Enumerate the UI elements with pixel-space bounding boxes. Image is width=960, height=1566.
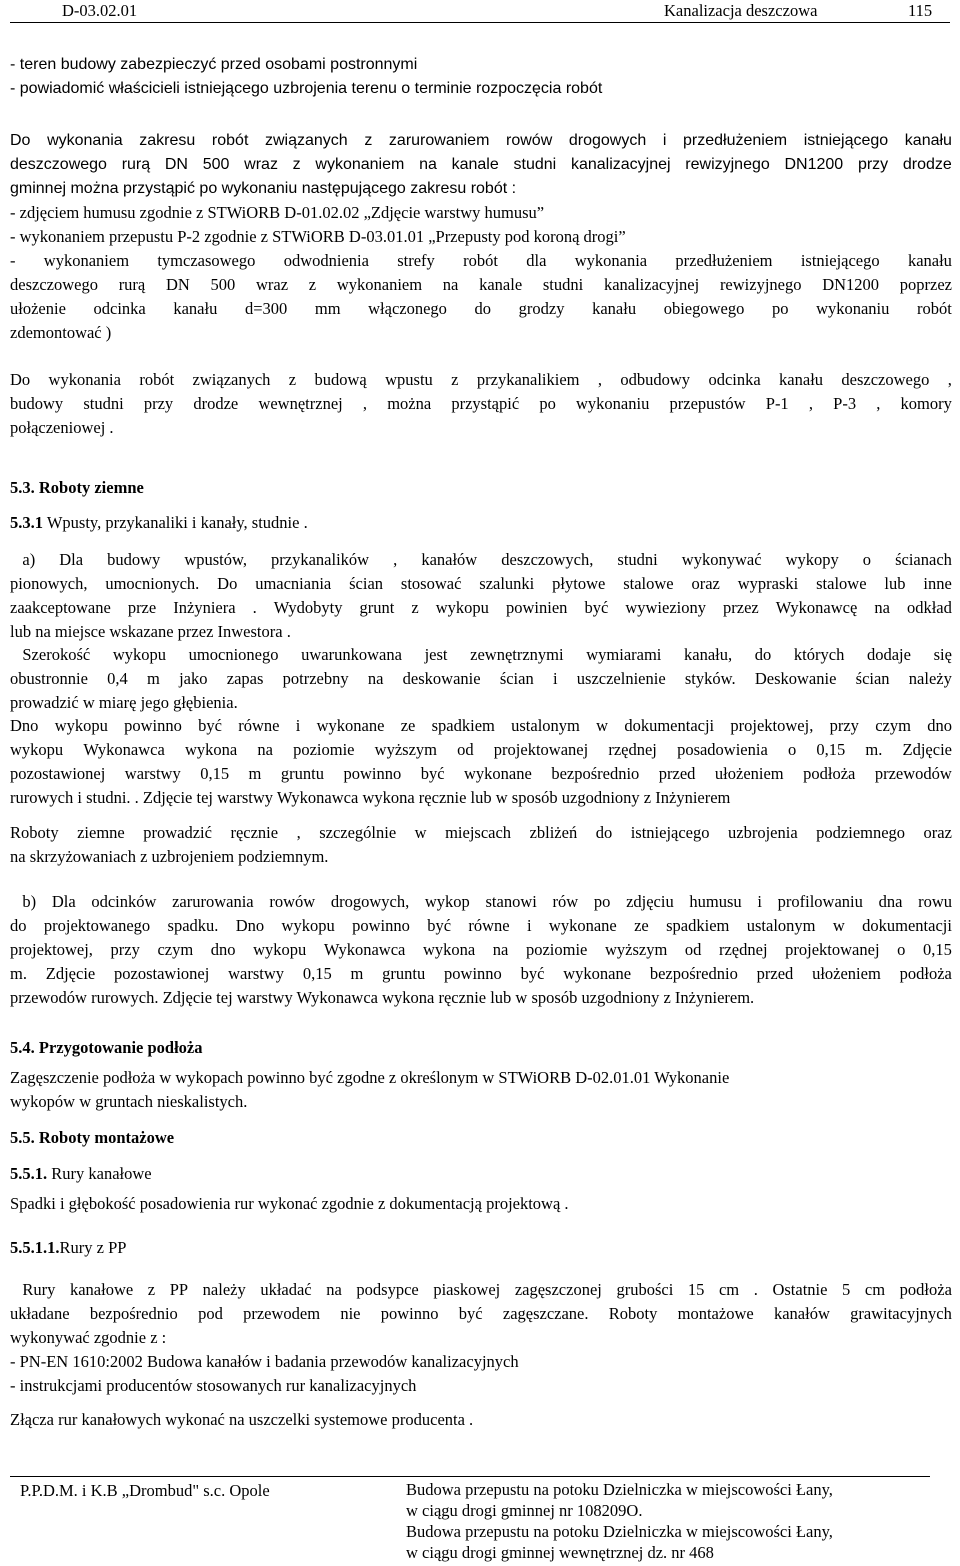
text-line: Do wykonania robót związanych z budową wpustu z przykanalikiem , odbudowy odcinka kanału deszczowego , — [10, 370, 952, 389]
text-line: układane bezpośrednio pod przewodem nie powinno być zagęszczane. Roboty montażowe kanałów grawitacyjnych — [10, 1304, 952, 1323]
text-line: m. Zdjęcie pozostawionej warstwy 0,15 m gruntu powinno być wykonane bezpośrednio przed ułożeniem podłoża — [10, 964, 952, 983]
text-line: wykopu Wykonawca wykona na poziomie wyższym od projektowanej rzędnej posadowienia o 0,15 m. Zdjęcie — [10, 740, 952, 759]
text-line: deszczowego rurą DN 500 wraz z wykonaniem na kanale studni kanalizacyjnej rewizyjnego DN1200 przy drodze — [10, 156, 952, 173]
text-line: połączeniowej . — [10, 418, 114, 437]
text-line: Dno wykopu powinno być równe i wykonane ze spadkiem ustalonym w dokumentacji projektowej, przy czym dno — [10, 716, 952, 735]
list-item: - wykonaniem tymczasowego odwodnienia strefy robót dla wykonania przedłużeniem istniejącego kanału — [10, 251, 952, 270]
paragraph-5-5-1: Spadki i głębokość posadowienia rur wykonać zgodnie z dokumentacją projektową . — [10, 1194, 569, 1213]
list-item: - instrukcjami producentów stosowanych rur kanalizacyjnych — [10, 1376, 417, 1395]
footer-project — [406, 1479, 833, 1563]
footer-line: Budowa przepustu na potoku Dzielniczka w miejscowości Łany, — [406, 1522, 833, 1541]
header-rule — [10, 22, 950, 23]
text-line: a) Dla budowy wpustów, przykanalików , kanałów deszczowych, studni wykonywać wykopy o ścianach — [10, 550, 952, 569]
list-item: - powiadomić właścicieli istniejącego uzbrojenia terenu o terminie rozpoczęcia robót — [10, 80, 603, 97]
list-item: - wykonaniem przepustu P-2 zgodnie z STWiORB D-03.01.01 „Przepusty pod koroną drogi” — [10, 227, 626, 246]
text-line: b) Dla odcinków zarurowania rowów drogowych, wykop stanowi rów po zdjęciu humusu i profilowaniu dna rowu — [10, 892, 952, 911]
header-code: D-03.02.01 — [62, 1, 138, 20]
text-line: zaakceptowane prze Inżyniera . Wydobyty grunt z wykopu powinien być wywieziony przez Wykonawcę na odkład — [10, 598, 952, 617]
paragraph-5-4 — [10, 1066, 952, 1114]
header-page-number: 115 — [908, 1, 933, 20]
list-item: zdemontować ) — [10, 323, 112, 342]
text-line: Rury kanałowe z PP należy układać na podsypce piaskowej zagęszczonej grubości 15 cm . Ostatnie 5 cm podłoża — [10, 1280, 952, 1299]
text-line: wykopów w gruntach nieskalistych. — [10, 1092, 248, 1111]
text-line: lub na miejsce wskazane przez Inwestora . — [10, 622, 291, 641]
section-5-5-1-1-heading: 5.5.1.1.Rury z PP — [10, 1238, 127, 1257]
paragraph-width — [10, 643, 952, 715]
list-item: ułożenie odcinka kanału d=300 mm włączonego do grodzy kanału obiegowego po wykonaniu robót — [10, 299, 952, 318]
text-line: projektowej, przy czym dno wykopu Wykonawca wykona na poziomie wyższym od rzędnej projektowanej o 0,15 — [10, 940, 952, 959]
text-line: Szerokość wykopu umocnionego uwarunkowana jest zewnętrznymi wymiarami kanału, do których dodaje się — [10, 645, 952, 664]
footer-rule — [10, 1476, 930, 1477]
text-line: Zagęszczenie podłoża w wykopach powinno być zgodne z określonym w STWiORB D-02.01.01 Wykonanie — [10, 1068, 730, 1087]
list-item: - teren budowy zabezpieczyć przed osobami postronnymi — [10, 56, 418, 73]
text-line: na skrzyżowaniach z uzbrojeniem podziemnym. — [10, 847, 329, 866]
footer-line: w ciągu drogi gminnej nr 108209O. — [406, 1501, 643, 1520]
section-5-3-heading: 5.3. Roboty ziemne — [10, 478, 144, 497]
text-line: budowy studni przy drodze wewnętrznej , można przystąpić po wykonaniu przepustów P-1 , P-3 , komory — [10, 394, 952, 413]
text-line: do projektowanego spadku. Dno wykopu powinno być równe i wykonane ze spadkiem ustalonym w dokumentacji — [10, 916, 952, 935]
section-5-3-1-heading: 5.3.1 Wpusty, przykanaliki i kanały, studnie . — [10, 513, 308, 532]
header-title: Kanalizacja deszczowa — [664, 1, 818, 20]
list-item: - PN-EN 1610:2002 Budowa kanałów i badania przewodów kanalizacyjnych — [10, 1352, 519, 1371]
text-line: Roboty ziemne prowadzić ręcznie , szczególnie w miejscach zbliżeń do istniejącego uzbrojenia podziemnego oraz — [10, 823, 952, 842]
paragraph-manual — [10, 821, 952, 869]
text-line: pozostawionej warstwy 0,15 m gruntu powinno być wykonane bezpośrednio przed ułożeniem podłoża przewodów — [10, 764, 952, 783]
list-item: - zdjęciem humusu zgodnie z STWiORB D-01.02.02 „Zdjęcie warstwy humusu” — [10, 203, 545, 222]
text-line: przewodów rurowych. Zdjęcie tej warstwy Wykonawca wykona ręcznie lub w sposób uzgodniony z Inżynierem. — [10, 988, 755, 1007]
footer-line: w ciągu drogi gminnej wewnętrznej dz. nr 468 — [406, 1543, 714, 1562]
paragraph-bottom — [10, 714, 952, 810]
footer-line: Budowa przepustu na potoku Dzielniczka w miejscowości Łany, — [406, 1480, 833, 1499]
text-line: rurowych i studni. . Zdjęcie tej warstwy Wykonawca wykona ręcznie lub w sposób uzgodniony z Inżynierem — [10, 788, 731, 807]
footer-company: P.P.D.M. i K.B „Drombud" s.c. Opole — [20, 1481, 270, 1500]
paragraph-joints: Złącza rur kanałowych wykonać na uszczelki systemowe producenta . — [10, 1410, 474, 1429]
text-line: obustronnie 0,4 m jako zapas potrzebny na deskowanie ścian i uszczelnienie styków. Deskowanie ścian należy — [10, 669, 952, 688]
text-line: prowadzić w miarę jego głębienia. — [10, 693, 238, 712]
paragraph-b — [10, 890, 952, 1010]
paragraph-scope — [10, 129, 952, 201]
section-5-5-1-heading: 5.5.1. Rury kanałowe — [10, 1164, 152, 1183]
intro-list — [10, 53, 952, 101]
paragraph-a — [10, 548, 952, 644]
paragraph-works — [10, 368, 952, 440]
paragraph-5-5-1-1 — [10, 1278, 952, 1398]
text-line: pionowych, umocnionych. Do umacniania ścian stosować szalunki płytowe stalowe oraz wypraski stalowe lub inne — [10, 574, 952, 593]
text-line: wykonywać zgodnie z : — [10, 1328, 167, 1347]
section-5-4-heading: 5.4. Przygotowanie podłoża — [10, 1038, 203, 1057]
section-5-5-heading: 5.5. Roboty montażowe — [10, 1128, 175, 1147]
list-item: deszczowego rurą DN 500 wraz z wykonaniem na kanale studni kanalizacyjnej rewizyjnego DN1200 poprzez — [10, 275, 952, 294]
scope-list — [10, 201, 952, 345]
text-line: Do wykonania zakresu robót związanych z zarurowaniem rowów drogowych i przedłużeniem istniejącego kanału — [10, 132, 952, 149]
text-line: gminnej można przystąpić po wykonaniu następującego zakresu robót : — [10, 180, 517, 197]
